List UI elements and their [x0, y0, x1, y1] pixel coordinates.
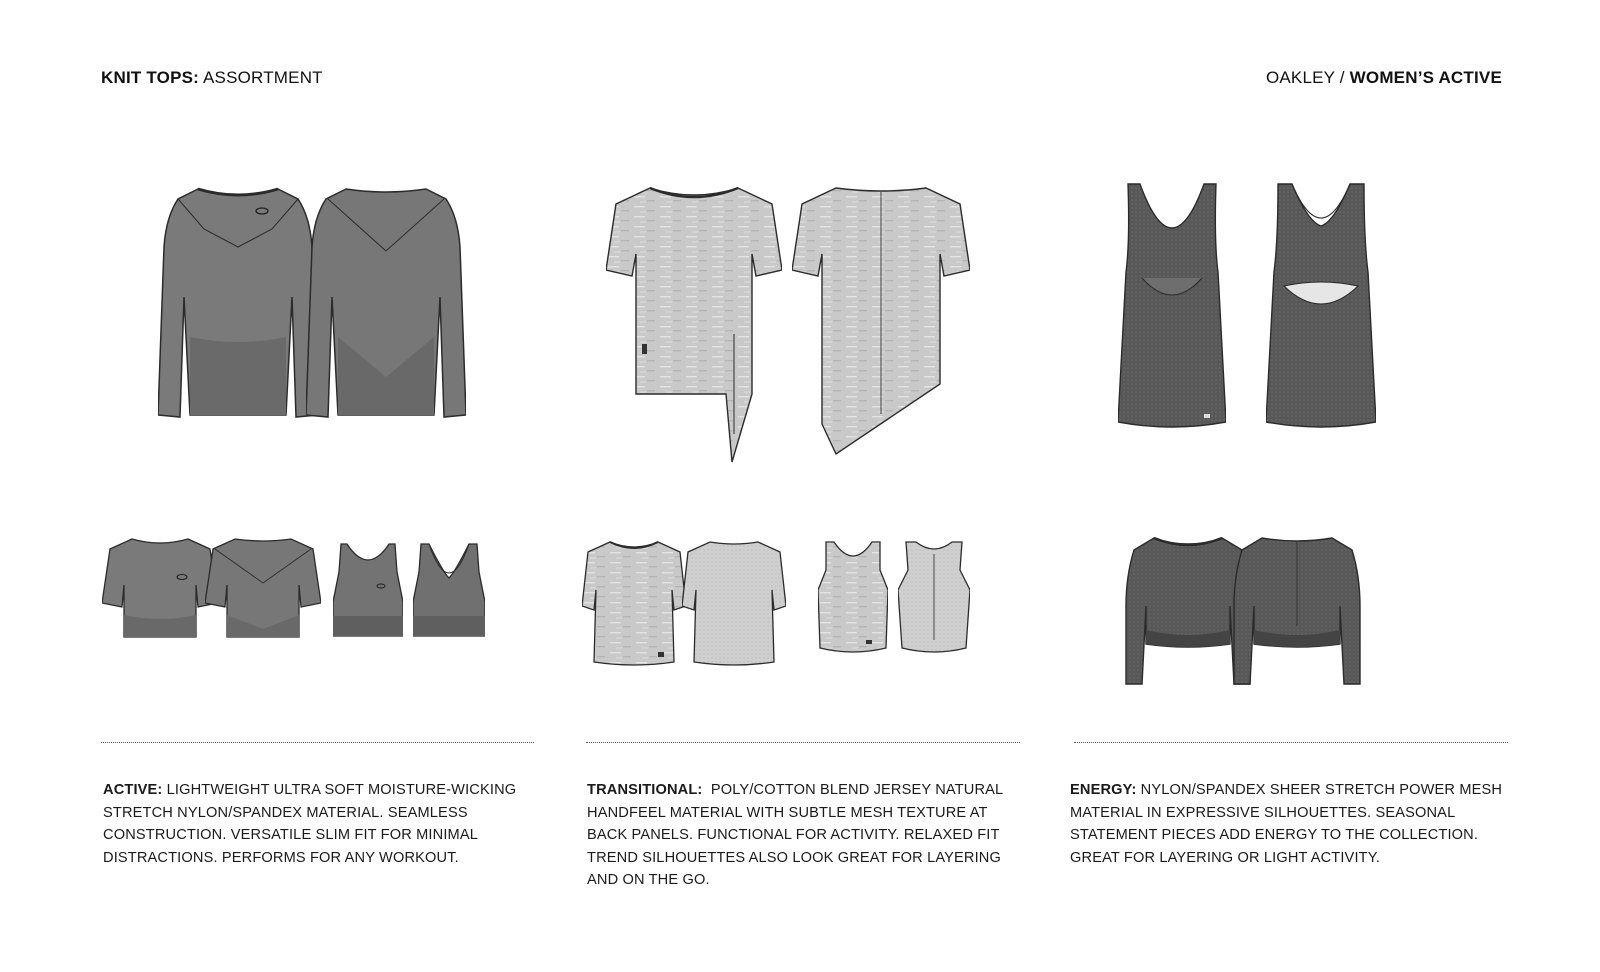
energy-description [1070, 779, 1510, 869]
active-longsleeve-back [306, 187, 466, 427]
active-description [103, 779, 543, 869]
category-subtitle: ASSORTMENT [199, 68, 323, 87]
active-text: LIGHTWEIGHT ULTRA SOFT MOISTURE-WICKING STRETCH NYLON/SPANDEX MATERIAL. SEAMLESS CONSTRUCTION. VERSATILE SLIM FIT FOR MINIMAL DISTRACTIONS. PERFORMS FOR ANY WORKOUT. [103, 782, 517, 866]
transitional-description [587, 779, 1027, 892]
transitional-tunic-front [606, 184, 782, 466]
category-label: KNIT TOPS: [101, 68, 200, 87]
energy-text: NYLON/SPANDEX SHEER STRETCH POWER MESH MATERIAL IN EXPRESSIVE SILHOUETTES. SEASONAL STATEMENT PIECES ADD ENERGY TO THE COLLECTION. GREAT FOR LAYERING OR LIGHT ACTIVITY. [1070, 782, 1503, 866]
energy-tank-back [1266, 182, 1376, 434]
active-divider [101, 742, 534, 743]
energy-label: ENERGY: [1070, 782, 1137, 798]
transitional-text: POLY/COTTON BLEND JERSEY NATURAL HANDFEEL MATERIAL WITH SUBTLE MESH TEXTURE AT BACK PANELS. FUNCTIONAL FOR ACTIVITY. RELAXED FIT TREND SILHOUETTES ALSO LOOK GREAT FOR LAYERING AND ON THE GO. [587, 782, 1007, 888]
brand-title [1266, 68, 1502, 88]
energy-tank-front [1118, 182, 1226, 434]
energy-pullover-back [1232, 536, 1362, 686]
active-bra-front [333, 542, 403, 638]
line-name: WOMEN’S ACTIVE [1349, 68, 1502, 87]
transitional-tee-back [682, 540, 786, 670]
transitional-divider [586, 742, 1020, 743]
active-tee-front [102, 537, 218, 641]
active-longsleeve-front [158, 187, 318, 427]
transitional-label: TRANSITIONAL: [587, 782, 703, 798]
energy-divider [1074, 742, 1508, 743]
brand-name: OAKLEY / [1265, 68, 1350, 87]
active-tee-back [205, 537, 321, 641]
transitional-tank-front [818, 540, 888, 658]
page-title [101, 68, 323, 88]
transitional-tank-back [898, 540, 970, 658]
transitional-tee-front [582, 540, 686, 670]
active-label: ACTIVE: [103, 782, 163, 798]
transitional-tunic-back [792, 184, 970, 466]
active-bra-back [413, 542, 485, 638]
